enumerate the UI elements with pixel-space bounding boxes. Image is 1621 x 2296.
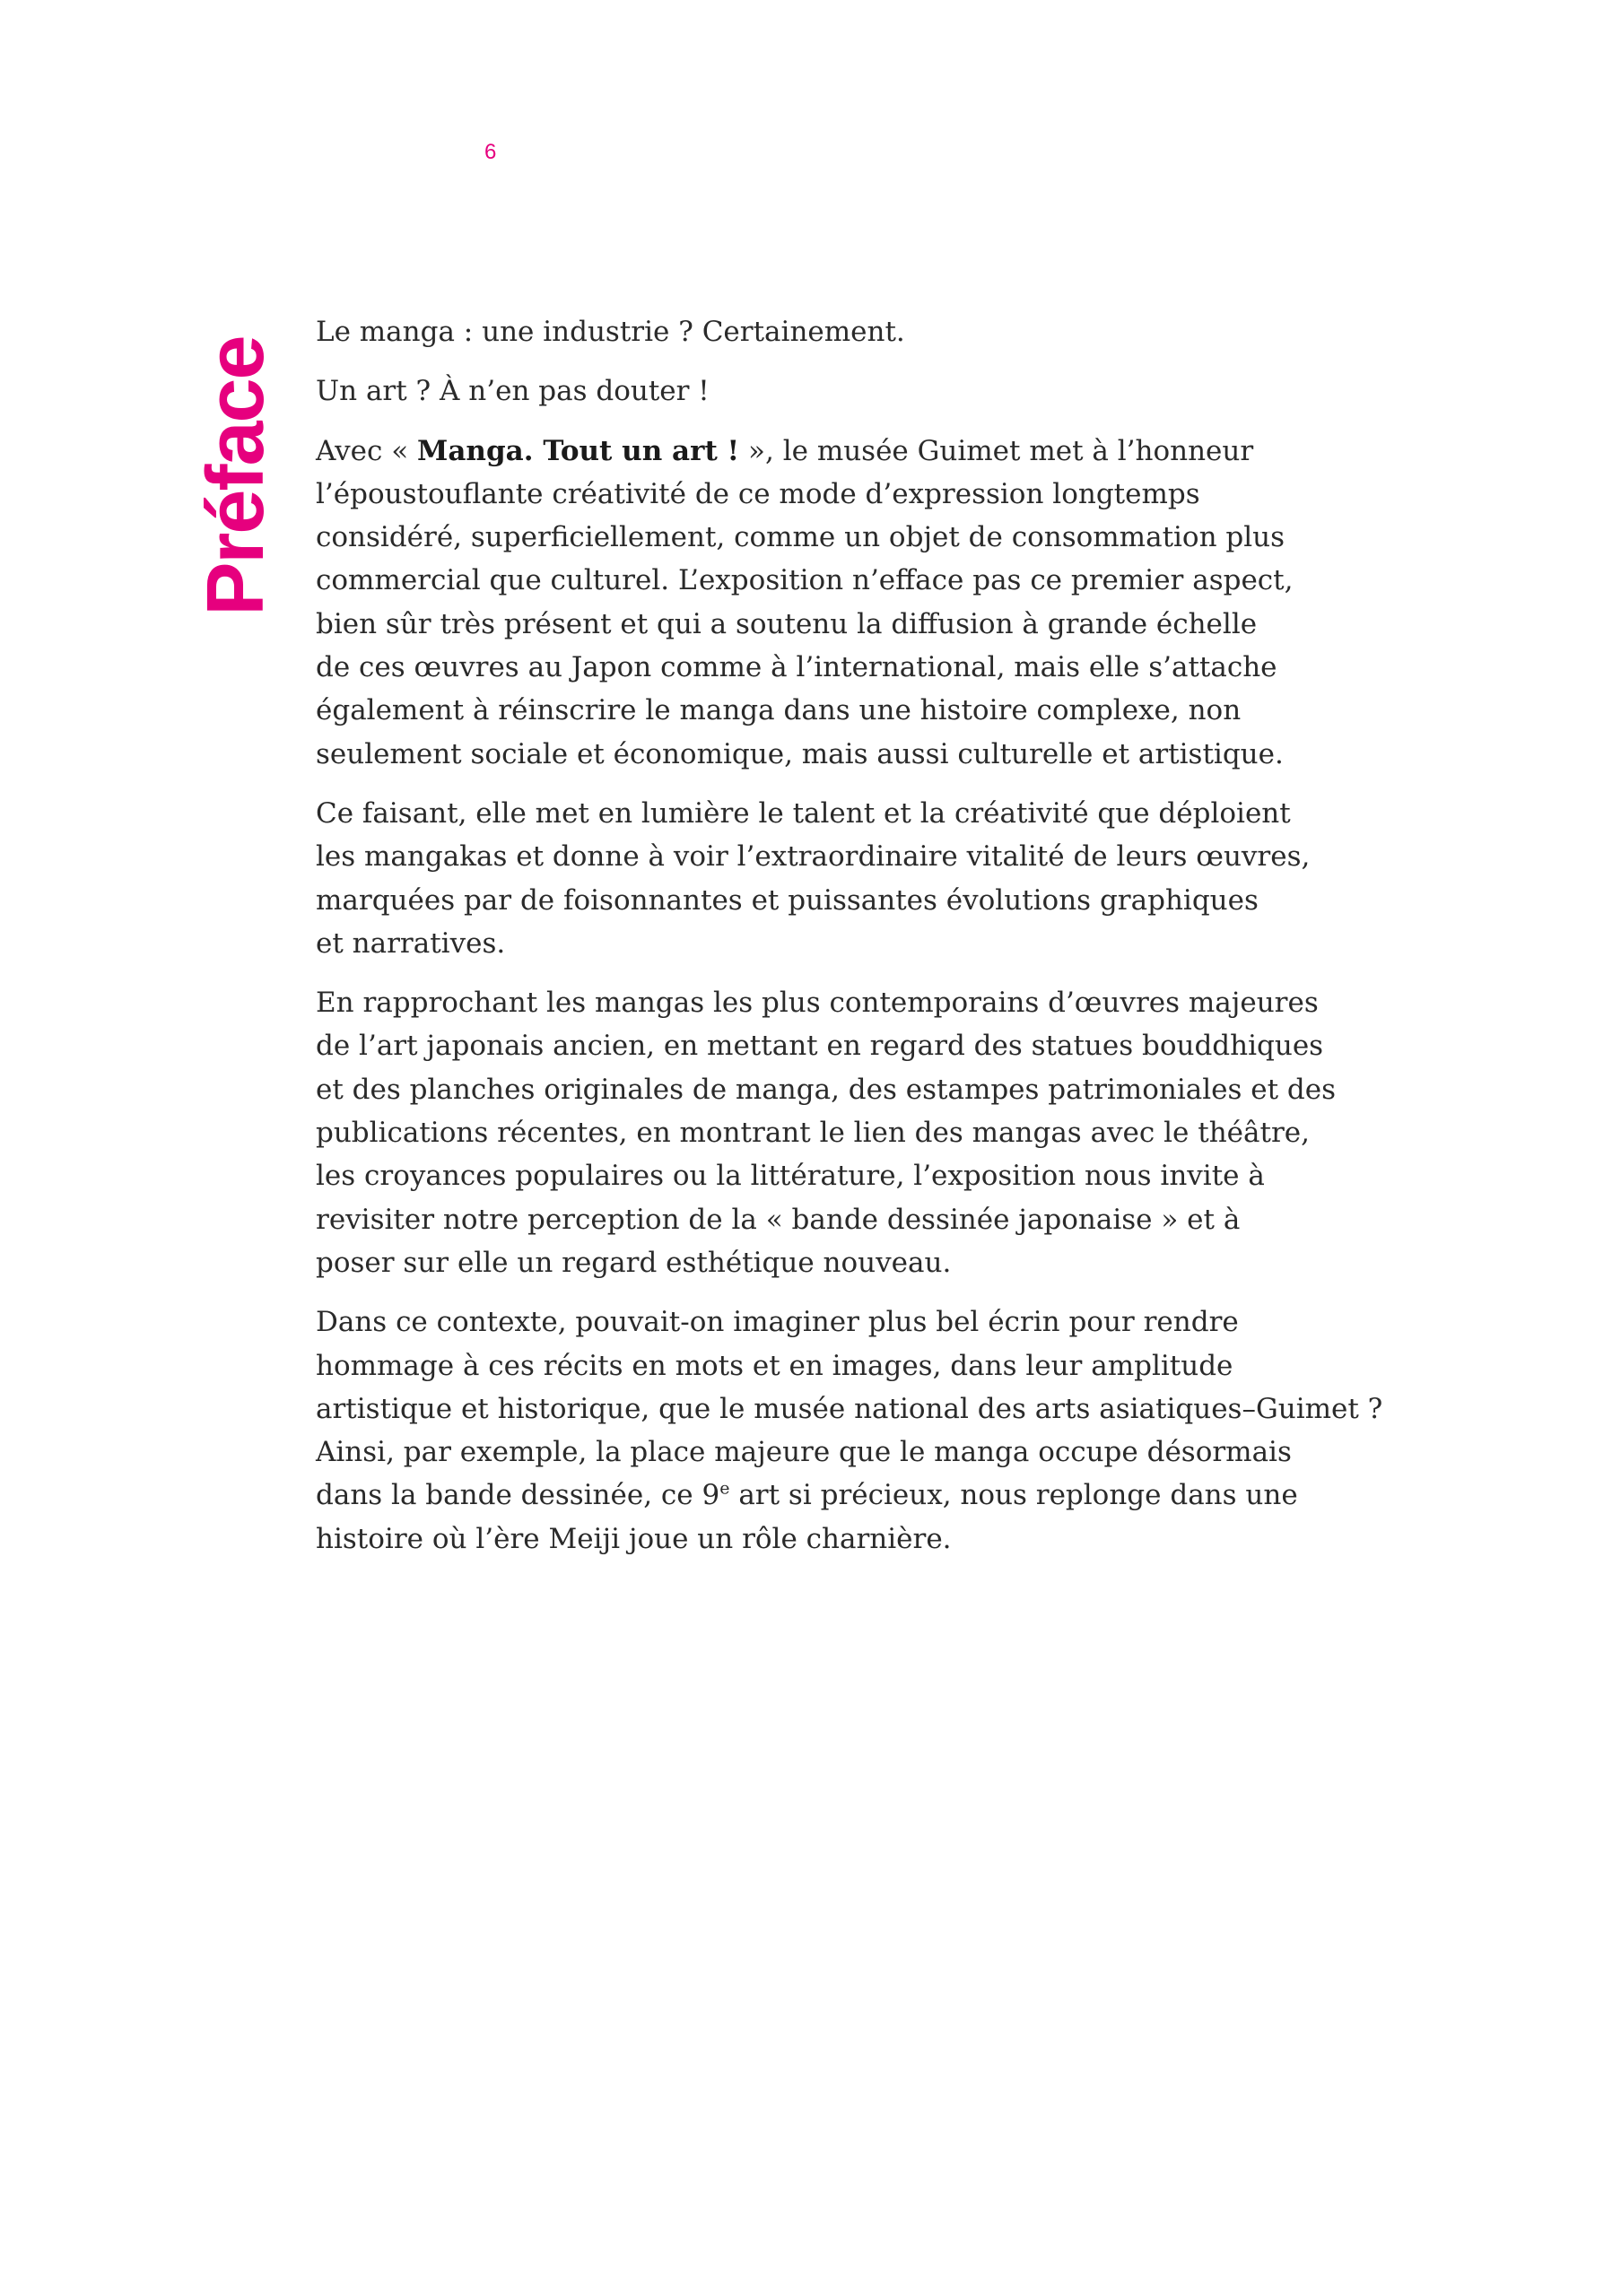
- paragraph-5: [316, 981, 1337, 1284]
- text-line: et des planches originales de manga, des estampes patrimoniales et des: [316, 1073, 1337, 1106]
- text-line: les mangakas et donne à voir l’extraordinaire vitalité de leurs œuvres,: [316, 840, 1311, 874]
- text-span: art si précieux, nous replonge dans une: [729, 1479, 1298, 1512]
- paragraph-1: [316, 310, 1320, 353]
- text-line: l’époustouflante créativité de ce mode d’expression longtemps: [316, 477, 1200, 510]
- exhibition-title: Manga. Tout un art !: [417, 434, 740, 467]
- paragraph-3: [316, 430, 1320, 776]
- text-line: Ce faisant, elle met en lumière le talent et la créativité que déploient: [316, 796, 1291, 830]
- text-line: revisiter notre perception de la « bande dessinée japonaise » et à: [316, 1203, 1241, 1236]
- section-title: Préface: [191, 336, 281, 616]
- text-line: de ces œuvres au Japon comme à l’international, mais elle s’attache: [316, 651, 1277, 684]
- text-line: également à réinscrire le manga dans une histoire complexe, non: [316, 694, 1242, 727]
- text-line: poser sur elle un regard esthétique nouveau.: [316, 1246, 952, 1279]
- body-text: [316, 310, 1383, 1577]
- text-line: Ainsi, par exemple, la place majeure que le manga occupe désormais: [316, 1436, 1292, 1469]
- text-span: Avec «: [316, 434, 418, 467]
- text-line: seulement sociale et économique, mais aussi culturelle et artistique.: [316, 737, 1284, 770]
- text-line: de l’art japonais ancien, en mettant en regard des statues bouddhiques: [316, 1030, 1324, 1063]
- text-line: et narratives.: [316, 926, 506, 960]
- text-span: dans la bande dessinée, ce 9: [316, 1479, 720, 1512]
- text-line: hommage à ces récits en mots et en images, dans leur amplitude: [316, 1349, 1233, 1382]
- paragraph-4: [316, 792, 1320, 965]
- text-line: commercial que culturel. L’exposition n’efface pas ce premier aspect,: [316, 564, 1294, 597]
- text-line: [316, 1474, 1320, 1517]
- text-line: Un art ? À n’en pas douter !: [316, 375, 710, 408]
- superscript: e: [719, 1479, 730, 1500]
- text-line: En rapprochant les mangas les plus contemporains d’œuvres majeures: [316, 987, 1319, 1020]
- text-line: marquées par de foisonnantes et puissantes évolutions graphiques: [316, 883, 1259, 917]
- paragraph-2: [316, 370, 1320, 413]
- text-line: Le manga : une industrie ? Certainement.: [316, 316, 905, 348]
- text-line: [316, 430, 1320, 473]
- text-line: considéré, superficiellement, comme un objet de consommation plus: [316, 521, 1285, 554]
- text-line: Dans ce contexte, pouvait-on imaginer plus bel écrin pour rendre: [316, 1306, 1239, 1339]
- text-line: artistique et historique, que le musée national des arts asiatiques–Guimet ?: [316, 1392, 1383, 1425]
- text-span: », le musée Guimet met à l’honneur: [739, 434, 1254, 467]
- paragraph-6: [316, 1300, 1383, 1561]
- text-line: bien sûr très présent et qui a soutenu la diffusion à grande échelle: [316, 607, 1258, 640]
- page-number: 6: [484, 140, 497, 164]
- text-line: histoire où l’ère Meiji joue un rôle charnière.: [316, 1522, 952, 1555]
- text-line: publications récentes, en montrant le lien des mangas avec le théâtre,: [316, 1117, 1310, 1150]
- text-line: les croyances populaires ou la littérature, l’exposition nous invite à: [316, 1160, 1265, 1193]
